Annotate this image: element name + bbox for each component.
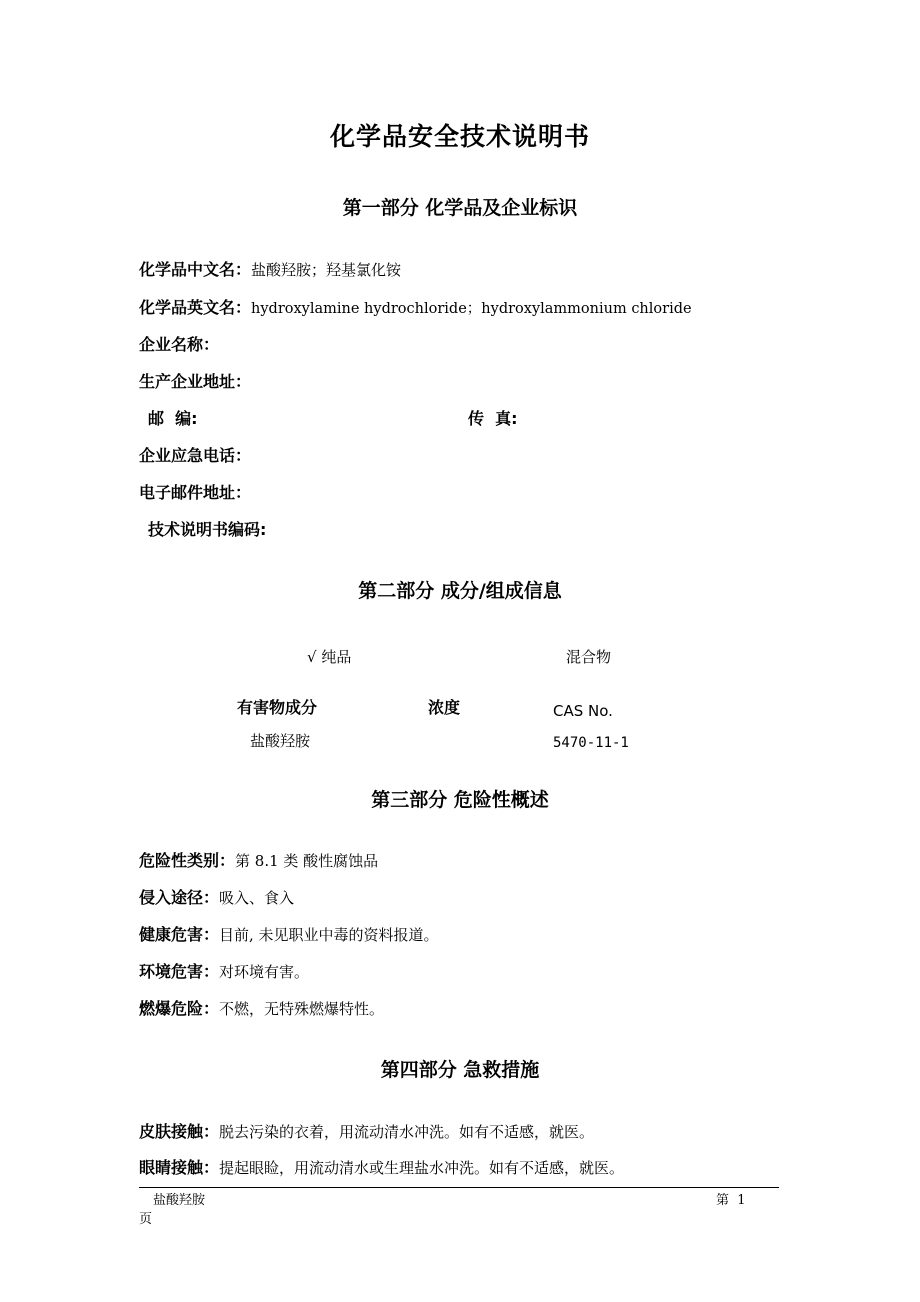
table-header-concentration: 浓度 bbox=[428, 698, 461, 717]
fax-label: 传 真: bbox=[468, 409, 518, 428]
doc-code-label: 技术说明书编码: bbox=[148, 520, 267, 539]
section-3-heading: 第三部分 危险性概述 bbox=[371, 789, 549, 811]
table-cell-cas: 5470-11-1 bbox=[553, 735, 629, 751]
environment-hazard-label: 环境危害： bbox=[139, 962, 220, 981]
table-cell-component: 盐酸羟胺 bbox=[250, 732, 311, 750]
footer-doc-name: 盐酸羟胺 bbox=[153, 1193, 206, 1208]
emergency-phone-row bbox=[139, 445, 251, 468]
address-label: 生产企业地址： bbox=[139, 372, 252, 391]
hazard-class-row bbox=[139, 850, 378, 873]
skin-contact-label: 皮肤接触： bbox=[139, 1122, 220, 1141]
cn-name-label: 化学品中文名： bbox=[139, 260, 252, 279]
en-name-row bbox=[139, 297, 692, 320]
exposure-route-row bbox=[139, 887, 294, 910]
section-4-heading: 第四部分 急救措施 bbox=[380, 1059, 540, 1081]
fire-hazard-value: 不燃，无特殊燃爆特性。 bbox=[219, 1000, 385, 1018]
environment-hazard-value: 对环境有害。 bbox=[219, 963, 310, 981]
email-label: 电子邮件地址： bbox=[139, 483, 252, 502]
footer-page-suffix: 页 bbox=[139, 1212, 153, 1227]
company-label: 企业名称： bbox=[139, 335, 220, 354]
hazard-class-label: 危险性类别： bbox=[139, 851, 236, 870]
cn-name-row bbox=[139, 259, 401, 282]
fire-hazard-label: 燃爆危险： bbox=[139, 999, 220, 1018]
mixture-option: 混合物 bbox=[566, 648, 612, 666]
section-2-heading: 第二部分 成分/组成信息 bbox=[358, 580, 562, 602]
document-title: 化学品安全技术说明书 bbox=[329, 122, 590, 151]
fire-hazard-row bbox=[139, 998, 384, 1021]
pure-option: √ 纯品 bbox=[307, 648, 352, 666]
health-hazard-value: 目前, 未见职业中毒的资料报道。 bbox=[219, 926, 439, 944]
health-hazard-row bbox=[139, 924, 439, 947]
address-row bbox=[139, 371, 251, 394]
skin-contact-row bbox=[139, 1121, 594, 1144]
table-header-cas: CAS No. bbox=[553, 702, 613, 720]
eye-contact-row bbox=[139, 1157, 624, 1180]
en-name-value: hydroxylamine hydrochloride；hydroxylammonium chloride bbox=[251, 301, 692, 317]
footer-page-number: 第 1 bbox=[716, 1193, 746, 1208]
company-row bbox=[139, 334, 219, 357]
table-header-component: 有害物成分 bbox=[237, 698, 318, 717]
health-hazard-label: 健康危害： bbox=[139, 925, 220, 944]
eye-contact-value: 提起眼睑，用流动清水或生理盐水冲洗。如有不适感，就医。 bbox=[219, 1159, 625, 1177]
cn-name-value: 盐酸羟胺；羟基氯化铵 bbox=[251, 261, 402, 279]
postcode-label: 邮 编: bbox=[148, 409, 198, 428]
exposure-route-value: 吸入、食入 bbox=[219, 889, 295, 907]
emergency-phone-label: 企业应急电话： bbox=[139, 446, 252, 465]
environment-hazard-row bbox=[139, 961, 309, 984]
footer-divider bbox=[139, 1187, 779, 1188]
exposure-route-label: 侵入途径： bbox=[139, 888, 220, 907]
eye-contact-label: 眼睛接触： bbox=[139, 1158, 220, 1177]
skin-contact-value: 脱去污染的衣着，用流动清水冲洗。如有不适感，就医。 bbox=[219, 1123, 595, 1141]
section-1-heading: 第一部分 化学品及企业标识 bbox=[342, 197, 578, 219]
hazard-class-value: 第 8.1 类 酸性腐蚀品 bbox=[235, 852, 379, 870]
en-name-label: 化学品英文名： bbox=[139, 298, 252, 317]
email-row bbox=[139, 482, 251, 505]
